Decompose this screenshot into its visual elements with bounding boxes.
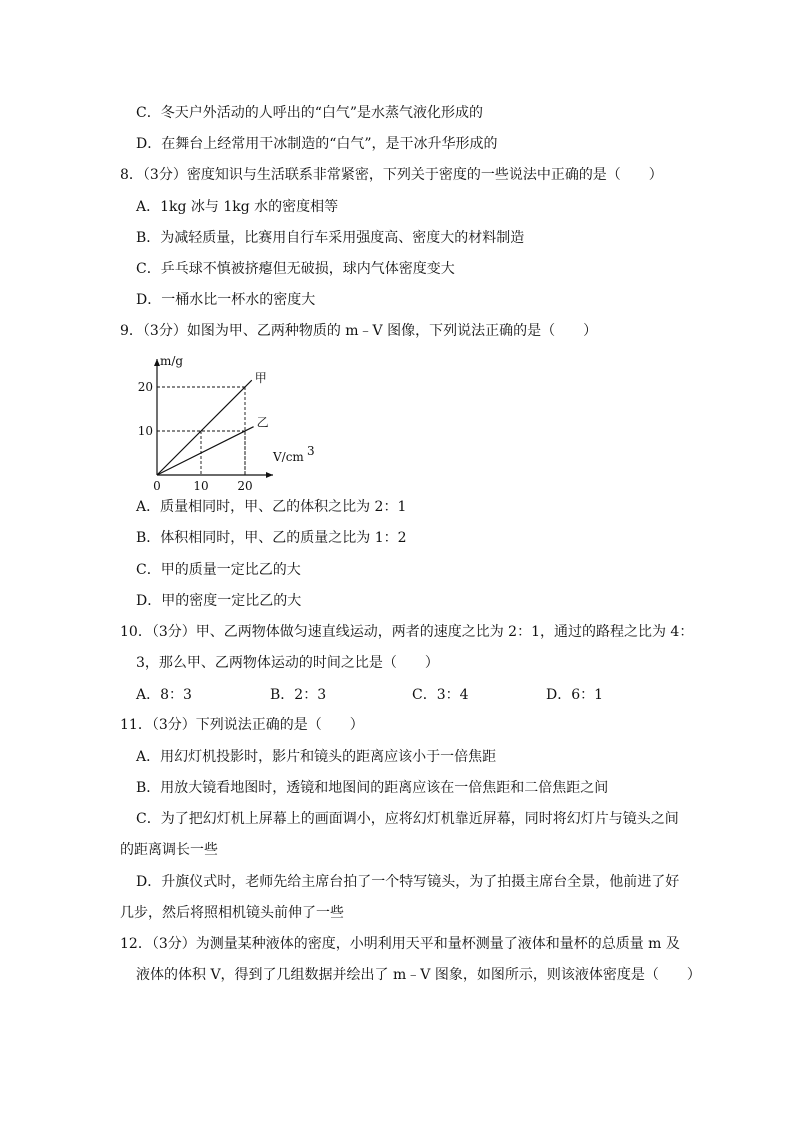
q11-option-b: B．用放大镜看地图时，透镜和地图间的距离应该在一倍焦距和二倍焦距之间 (136, 780, 609, 796)
origin-label: 0 (153, 479, 161, 490)
graph-series (157, 380, 254, 475)
q12-stem-line1: 12．（3分）为测量某种液体的密度，小明利用天平和量杯测量了液体和量杯的总质量 m 及 (120, 936, 680, 952)
q7-option-d: D．在舞台上经常用干冰制造的“白气”，是干冰升华形成的 (136, 136, 498, 152)
y-axis-label: m/g (160, 354, 184, 368)
x-axis-label: V/cm (273, 450, 304, 464)
q8-stem: 8．（3分）密度知识与生活联系非常紧密，下列关于密度的一些说法中正确的是（ ） (120, 167, 663, 183)
q10-stem-line1: 10．（3分）甲、乙两物体做匀速直线运动，两者的速度之比为 2：1，通过的路程之比为 4： (120, 624, 694, 640)
q11-option-a: A．用幻灯机投影时，影片和镜头的距离应该小于一倍焦距 (136, 749, 497, 765)
y-tick-label-1: 20 (137, 380, 153, 394)
q12-stem-line2: 液体的体积 V，得到了几组数据并绘出了 m﹣V 图象，如图所示，则该液体密度是（ ） (136, 967, 701, 983)
series-line-0 (157, 380, 252, 475)
q9-option-c: C．甲的质量一定比乙的大 (136, 562, 301, 578)
q8-option-b: B．为减轻质量，比赛用自行车采用强度高、密度大的材料制造 (136, 230, 525, 246)
series-label-0: 甲 (254, 371, 267, 386)
q10-options (136, 684, 736, 704)
x-tick-label-1: 20 (237, 479, 253, 490)
graph-labels (138, 354, 315, 490)
series-label-1: 乙 (256, 415, 269, 430)
q10-option-c: C．3：4 (412, 687, 469, 703)
q10-stem-line2: 3，那么甲、乙两物体运动的时间之比是（ ） (136, 655, 439, 671)
x-axis-label-superscript: 3 (307, 444, 315, 458)
x-axis-arrow (266, 472, 273, 478)
q10-option-b: B．2：3 (270, 687, 327, 703)
series-line-1 (157, 427, 254, 475)
q11-option-d-line1: D．升旗仪式时，老师先给主席台拍了一个特写镜头，为了拍摄主席台全景，他前进了好 (136, 874, 680, 890)
q9-option-b: B．体积相同时，甲、乙的质量之比为 1：2 (136, 530, 407, 546)
q7-option-c: C．冬天户外活动的人呼出的“白气”是水蒸气液化形成的 (136, 105, 484, 121)
q10-option-a: A．8：3 (136, 687, 192, 703)
q8-option-d: D．一桶水比一杯水的密度大 (136, 292, 316, 308)
q9-option-a: A．质量相同时，甲、乙的体积之比为 2：1 (136, 499, 407, 515)
q8-option-a: A．1kg 冰与 1kg 水的密度相等 (136, 199, 339, 215)
m-v-graph (120, 338, 320, 490)
q11-stem: 11．（3分）下列说法正确的是（ ） (120, 717, 364, 733)
q8-option-c: C．乒乓球不慎被挤瘪但无破损，球内气体密度变大 (136, 261, 455, 277)
q9-option-d: D．甲的密度一定比乙的大 (136, 593, 302, 609)
q9-stem: 9．（3分）如图为甲、乙两种物质的 m﹣V 图像，下列说法正确的是（ ） (120, 323, 598, 339)
q11-option-d-line2: 几步，然后将照相机镜头前伸了一些 (120, 905, 344, 921)
x-tick-label-0: 10 (193, 479, 209, 490)
q11-option-c-line2: 的距离调长一些 (120, 842, 218, 858)
q10-option-d: D．6：1 (546, 687, 604, 703)
y-tick-label-0: 10 (137, 424, 153, 438)
q11-option-c-line1: C．为了把幻灯机上屏幕上的画面调小，应将幻灯机靠近屏幕，同时将幻灯片与镜头之间 (136, 811, 679, 827)
